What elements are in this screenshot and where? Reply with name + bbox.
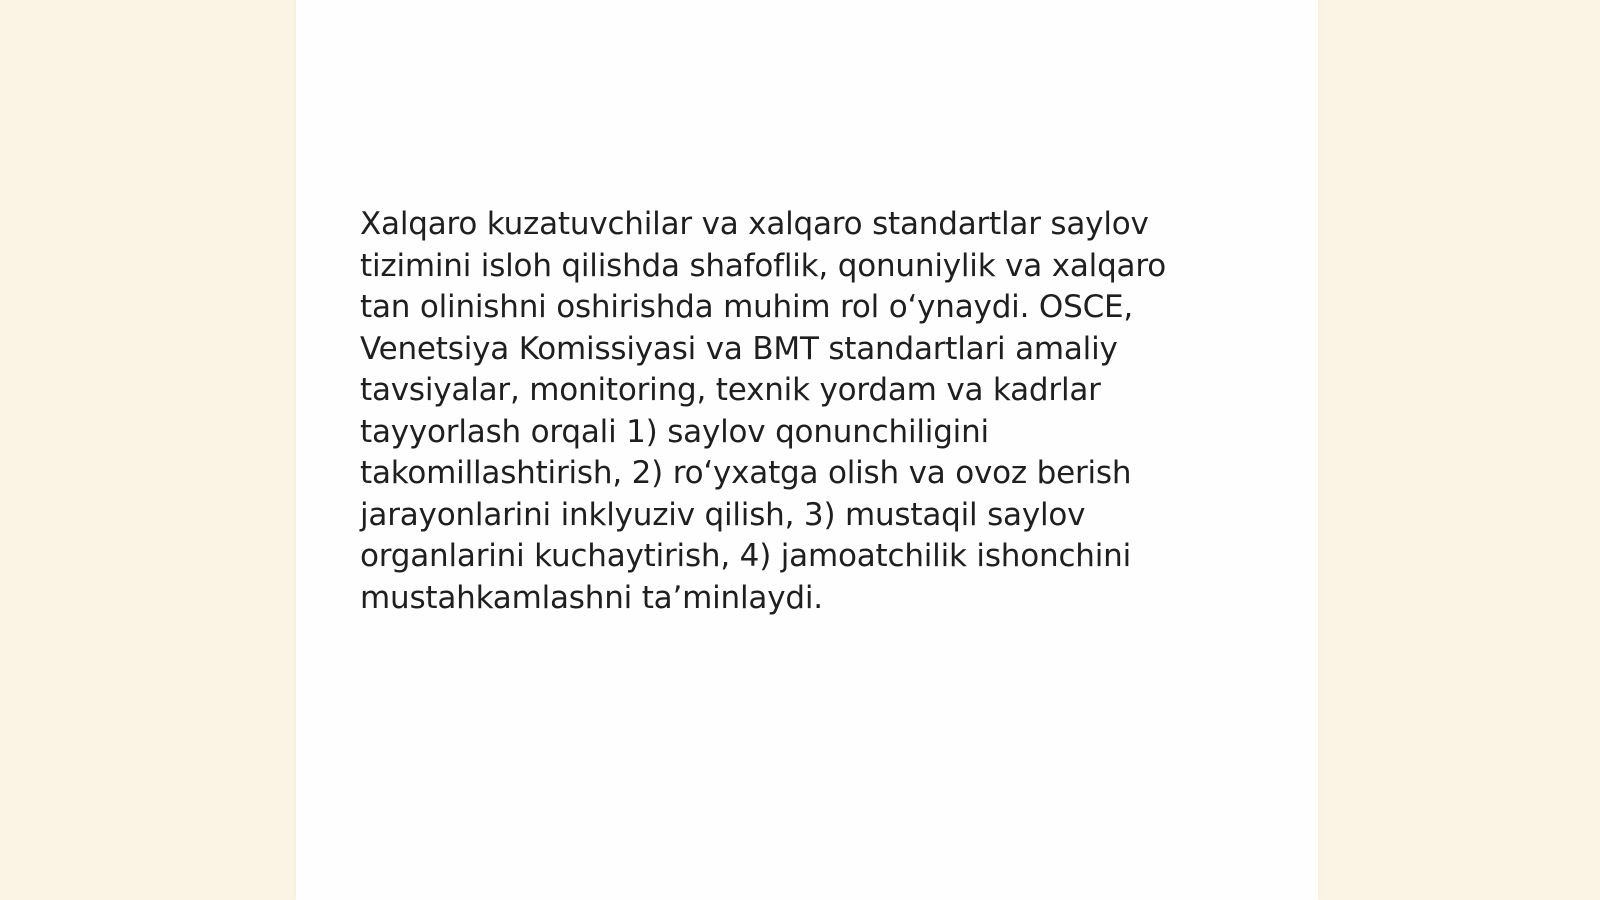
- paragraph-line: mustahkamlashni ta’minlaydi.: [360, 579, 823, 616]
- paragraph-line: takomillashtirish, 2) ro‘yxatga olish va ovoz berish: [360, 455, 1132, 491]
- paragraph-line: jarayonlarini inklyuziv qilish, 3) mustaqil saylov: [360, 496, 1086, 533]
- body-paragraph: [360, 204, 1260, 619]
- document-page: [296, 0, 1318, 900]
- paragraph-line: Venetsiya Komissiyasi va BMT standartlari amaliy: [360, 330, 1118, 367]
- paragraph-line: organlarini kuchaytirish, 4) jamoatchilik ishonchini: [360, 538, 1132, 574]
- paragraph-line: Xalqaro kuzatuvchilar va xalqaro standartlar saylov: [360, 206, 1149, 242]
- paragraph-line: tayyorlash orqali 1) saylov qonunchiligini: [360, 413, 989, 450]
- paragraph-line: tavsiyalar, monitoring, texnik yordam va kadrlar: [360, 372, 1101, 408]
- paragraph-line: tan olinishni oshirishda muhim rol o‘ynaydi. OSCE,: [360, 289, 1134, 325]
- paragraph-line: tizimini isloh qilishda shafoflik, qonuniylik va xalqaro: [360, 247, 1166, 284]
